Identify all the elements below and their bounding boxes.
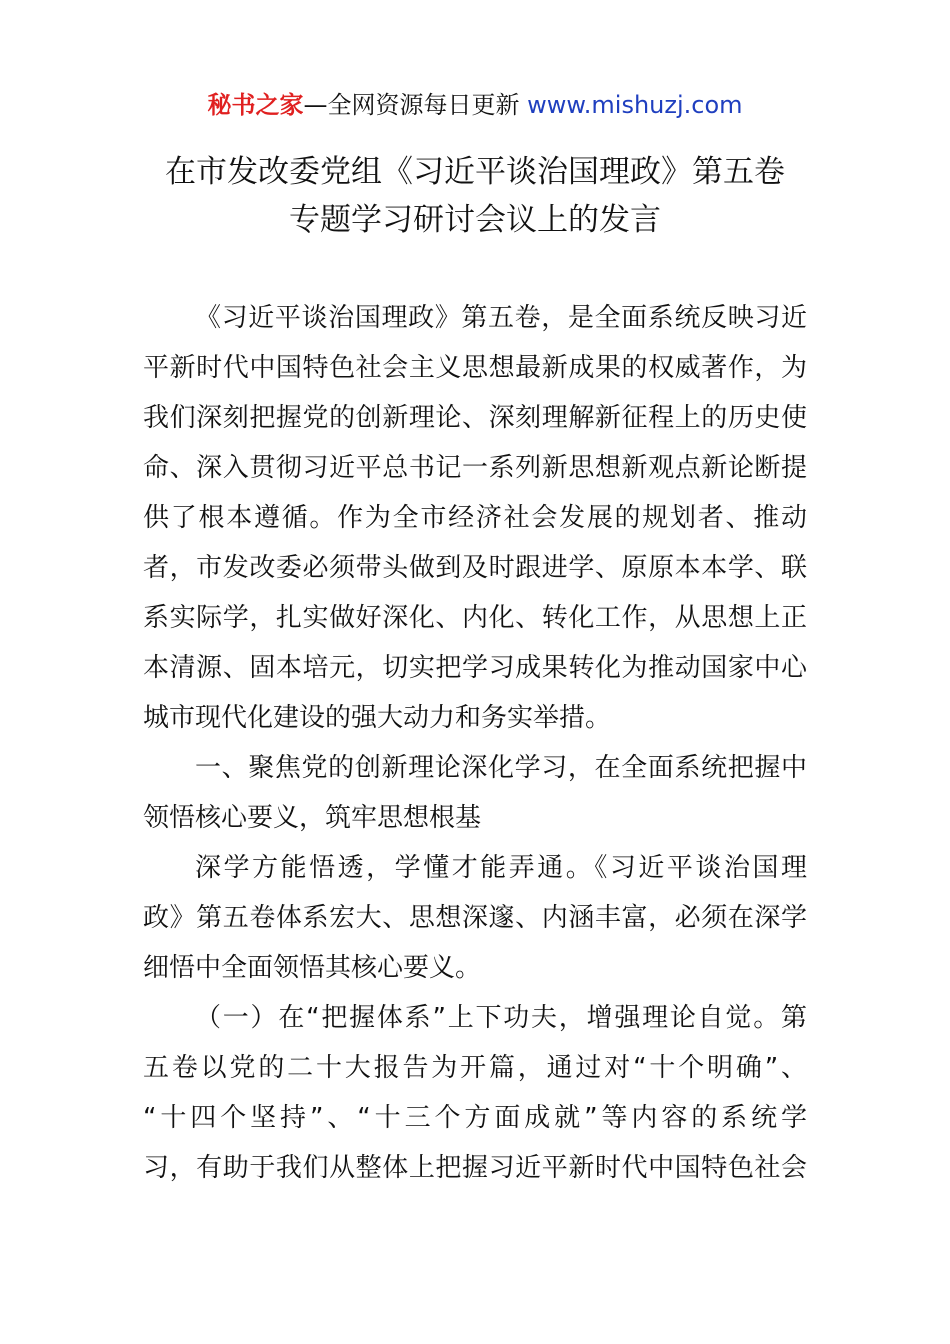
body-line-9: 城市现代化建设的强大动力和务实举措。 xyxy=(143,703,612,733)
title-line-2: 专题学习研讨会议上的发言 xyxy=(289,202,661,238)
body-line-13: 政》第五卷体系宏大、思想深邃、内涵丰富，必须在深学 xyxy=(143,903,807,933)
site-url-link[interactable]: www.mishuzj.com xyxy=(527,91,743,119)
section-heading-line-1: 一、聚焦党的创新理论深化学习，在全面系统把握中 xyxy=(195,753,807,783)
body-line-12: 深学方能悟透，学懂才能弄通。《习近平谈治国理 xyxy=(195,853,807,883)
body-line-7: 系实际学，扎实做好深化、内化、转化工作，从思想上正 xyxy=(143,603,807,633)
brand-name: 秘书之家 xyxy=(207,91,304,119)
document-body xyxy=(143,293,807,1193)
document-title xyxy=(0,148,950,244)
body-line-2: 平新时代中国特色社会主义思想最新成果的权威著作，为 xyxy=(143,353,807,383)
body-line-4: 命、深入贯彻习近平总书记一系列新思想新观点新论断提 xyxy=(143,453,807,483)
header-tagline: —全网资源每日更新 xyxy=(303,91,520,119)
body-line-5: 供了根本遵循。作为全市经济社会发展的规划者、推动 xyxy=(143,503,807,533)
body-line-16: 五卷以党的二十大报告为开篇，通过对“十个明确”、 xyxy=(143,1053,807,1083)
section-heading-line-2: 领悟核心要义，筑牢思想根基 xyxy=(143,803,482,833)
body-line-17: “十四个坚持”、“十三个方面成就”等内容的系统学 xyxy=(143,1103,807,1133)
title-line-1: 在市发改委党组《习近平谈治国理政》第五卷 xyxy=(165,154,785,190)
site-header xyxy=(0,88,950,122)
body-line-6: 者，市发改委必须带头做到及时跟进学、原原本本学、联 xyxy=(143,553,807,583)
body-line-18: 习，有助于我们从整体上把握习近平新时代中国特色社会 xyxy=(143,1153,807,1183)
body-line-15: （一）在“把握体系”上下功夫，增强理论自觉。第 xyxy=(195,1003,807,1033)
body-line-1: 《习近平谈治国理政》第五卷，是全面系统反映习近 xyxy=(195,303,807,333)
body-line-3: 我们深刻把握党的创新理论、深刻理解新征程上的历史使 xyxy=(143,403,807,433)
body-line-14: 细悟中全面领悟其核心要义。 xyxy=(143,953,482,983)
body-line-8: 本清源、固本培元，切实把学习成果转化为推动国家中心 xyxy=(143,653,807,683)
